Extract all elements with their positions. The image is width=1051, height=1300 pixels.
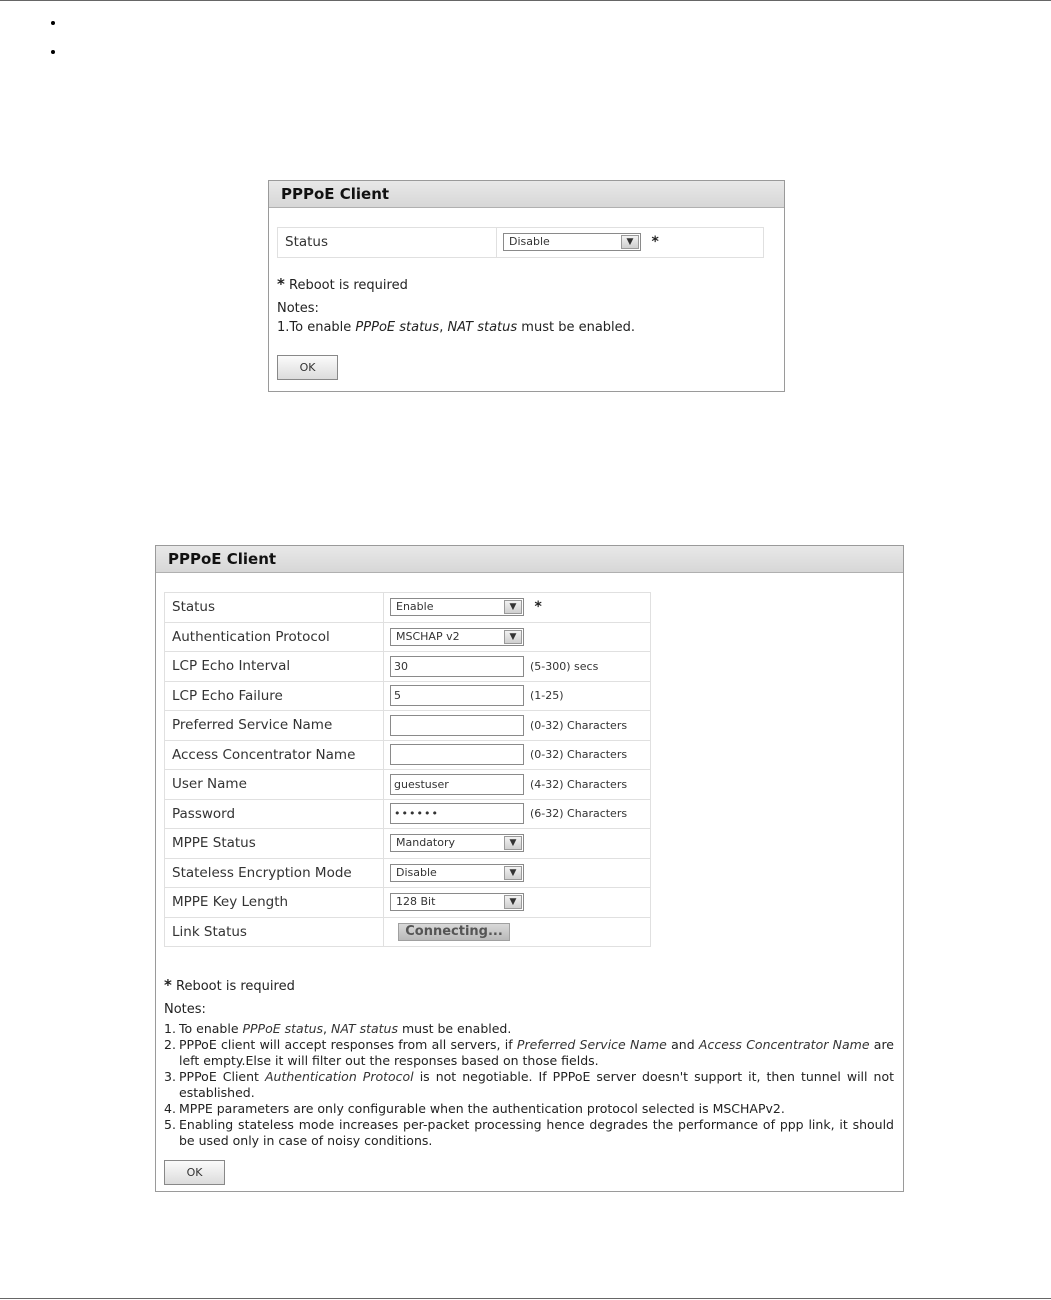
note-item: 5. Enabling stateless mode increases per-packet processing hence degrades the performance of ppp link, it should be used only in case of noisy conditions. <box>164 1117 894 1148</box>
panel-title: PPPoE Client <box>269 181 784 208</box>
status-select[interactable] <box>503 233 641 251</box>
user-name-label: User Name <box>165 770 384 800</box>
access-concentrator-name-input[interactable] <box>390 744 524 765</box>
stateless-encryption-mode-select[interactable]: Disable ▼ <box>390 864 524 882</box>
lcp-echo-interval-hint: (5-300) secs <box>530 659 599 673</box>
required-marker: * <box>651 234 659 251</box>
lcp-echo-interval-label: LCP Echo Interval <box>165 652 384 682</box>
preferred-service-name-label: Preferred Service Name <box>165 711 384 741</box>
status-row <box>278 228 764 258</box>
stateless-encryption-mode-row <box>165 858 651 888</box>
notes-label: Notes: <box>164 1002 206 1017</box>
lcp-echo-failure-label: LCP Echo Failure <box>165 681 384 711</box>
mppe-status-select[interactable]: Mandatory ▼ <box>390 834 524 852</box>
reboot-note: * Reboot is required <box>164 976 295 994</box>
access-concentrator-name-hint: (0-32) Characters <box>530 748 628 762</box>
connecting-button[interactable]: Connecting... <box>398 923 510 941</box>
lcp-echo-failure-input[interactable]: 5 <box>390 685 524 706</box>
mppe-key-length-label: MPPE Key Length <box>165 888 384 918</box>
password-row <box>165 799 651 829</box>
mppe-key-length-row <box>165 888 651 918</box>
password-hint: (6-32) Characters <box>530 807 628 821</box>
note-item: 2. PPPoE client will accept responses from all servers, if Preferred Service Name and Access Concentrator Name are left empty.Else it will filter out the responses based on those fields. <box>164 1037 894 1068</box>
mppe-key-length-select[interactable]: 128 Bit ▼ <box>390 893 524 911</box>
chevron-down-icon: ▼ <box>504 866 522 880</box>
pppoe-client-panel-disabled <box>268 180 785 392</box>
status-row <box>165 593 651 623</box>
lcp-echo-interval-input[interactable]: 30 <box>390 656 524 677</box>
auth-protocol-label: Authentication Protocol <box>165 622 384 652</box>
lcp-echo-failure-hint: (1-25) <box>530 689 564 703</box>
chevron-down-icon: ▼ <box>504 630 522 644</box>
reboot-note: * Reboot is required <box>277 275 408 293</box>
preferred-service-name-row <box>165 711 651 741</box>
access-concentrator-name-label: Access Concentrator Name <box>165 740 384 770</box>
preferred-service-name-hint: (0-32) Characters <box>530 718 628 732</box>
access-concentrator-name-row <box>165 740 651 770</box>
link-status-label: Link Status <box>165 917 384 947</box>
bullet-1 <box>51 21 55 25</box>
notes-label: Notes: <box>277 301 319 316</box>
user-name-row <box>165 770 651 800</box>
password-label: Password <box>165 799 384 829</box>
required-marker: * <box>534 599 542 616</box>
bottom-rule <box>0 1298 1051 1299</box>
stateless-encryption-mode-label: Stateless Encryption Mode <box>165 858 384 888</box>
note-1: 1.To enable PPPoE status, NAT status must be enabled. <box>277 320 636 335</box>
ok-button[interactable]: OK <box>277 355 338 380</box>
status-select-value: Disable <box>509 235 550 249</box>
user-name-hint: (4-32) Characters <box>530 777 628 791</box>
pppoe-client-panel-enabled <box>155 545 904 1192</box>
password-input[interactable]: •••••• <box>390 803 524 824</box>
panel-title: PPPoE Client <box>156 546 903 573</box>
pppoe-form <box>164 592 651 947</box>
preferred-service-name-input[interactable] <box>390 715 524 736</box>
note-item: 3. PPPoE Client Authentication Protocol is not negotiable. If PPPoE server doesn't support it, then tunnel will not established. <box>164 1069 895 1100</box>
chevron-down-icon: ▼ <box>504 600 522 614</box>
auth-protocol-select[interactable]: MSCHAP v2 ▼ <box>390 628 524 646</box>
bullet-2 <box>51 50 55 54</box>
notes-list <box>164 1021 894 1149</box>
mppe-status-row <box>165 829 651 859</box>
chevron-down-icon: ▼ <box>504 895 522 909</box>
note-item: 1. To enable PPPoE status, NAT status must be enabled. <box>164 1021 512 1036</box>
link-status-row <box>165 917 651 947</box>
note-item: 4. MPPE parameters are only configurable when the authentication protocol selected is MSCHAPv2. <box>164 1101 785 1116</box>
status-label: Status <box>278 228 497 258</box>
status-label: Status <box>165 593 384 623</box>
auth-protocol-row <box>165 622 651 652</box>
user-name-input[interactable]: guestuser <box>390 774 524 795</box>
chevron-down-icon: ▼ <box>621 235 639 249</box>
status-form <box>277 227 764 258</box>
status-select[interactable]: Enable ▼ <box>390 598 524 616</box>
lcp-echo-interval-row <box>165 652 651 682</box>
lcp-echo-failure-row <box>165 681 651 711</box>
mppe-status-label: MPPE Status <box>165 829 384 859</box>
top-rule <box>0 0 1051 1</box>
chevron-down-icon: ▼ <box>504 836 522 850</box>
ok-button[interactable]: OK <box>164 1160 225 1185</box>
